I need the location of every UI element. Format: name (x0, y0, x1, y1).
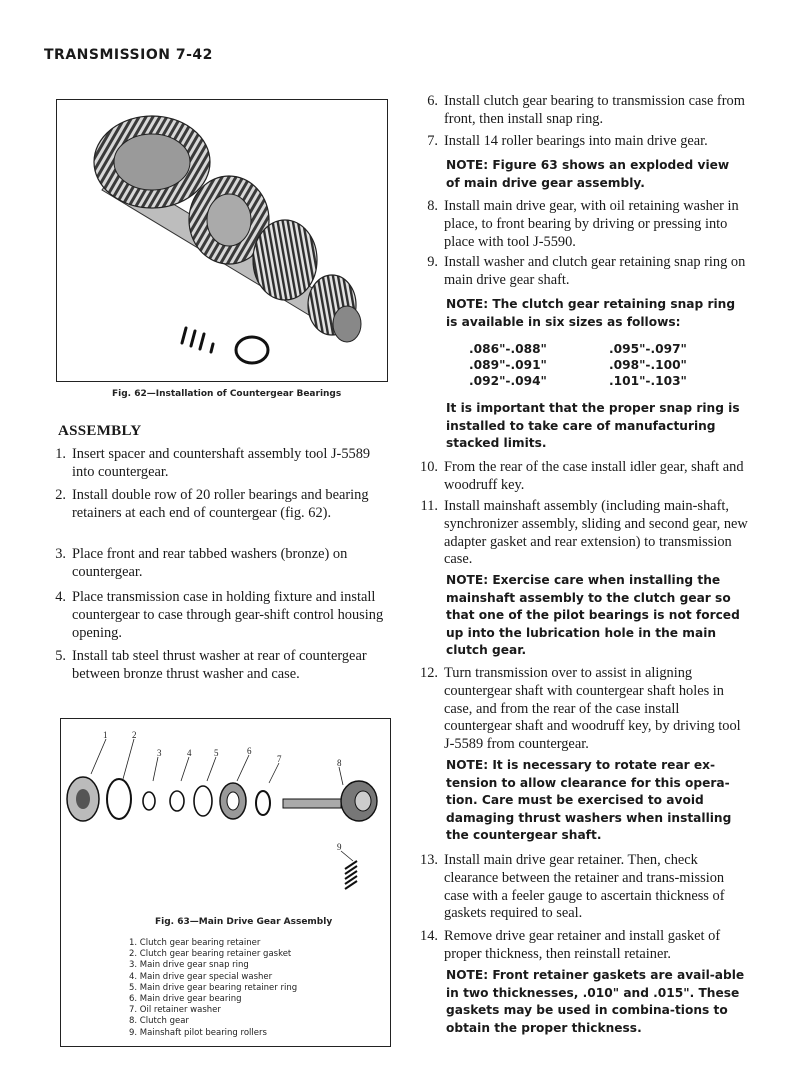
note-pilot-bearings: NOTE: Exercise care when installing the mainshaft assembly to the clutch gear so that one of the pilot bearings is not forced up into the lubrication hole in the main clutch gear. (446, 573, 740, 658)
table-row: .086"-.088" .095"-.097" (469, 342, 687, 356)
callout-2: 2 (132, 730, 137, 740)
callout-6: 6 (247, 746, 252, 756)
step-6: 6. Install clutch gear bearing to transmission case from front, then install snap ring. (427, 93, 745, 127)
legend-item: 2. Clutch gear bearing retainer gasket (129, 949, 292, 960)
callout-5: 5 (214, 748, 219, 758)
note-front-retainer-gaskets: NOTE: Front retainer gaskets are avail-able in two thicknesses, .010" and .015". These gaskets may be used in combina-tions to obtain the proper thickness. (446, 968, 745, 1035)
legend-item: 9. Mainshaft pilot bearing rollers (129, 1027, 267, 1038)
callout-9: 9 (337, 842, 342, 852)
callout-8: 8 (337, 758, 342, 768)
figure-63-legend (129, 938, 297, 1039)
step-2: 2. Install double row of 20 roller bearings and bearing retainers at each end of countergear (fig. 62). (55, 487, 369, 521)
callout-4: 4 (187, 748, 192, 758)
note-figure-63: NOTE: Figure 63 shows an exploded view of main drive gear assembly. (446, 158, 730, 190)
step-9: 9. Install washer and clutch gear retaining snap ring on main drive gear shaft. (427, 254, 746, 288)
figure-63 (60, 718, 391, 1047)
legend-item: 3. Main drive gear snap ring (129, 960, 249, 971)
note-rear-extension: NOTE: It is necessary to rotate rear ex-tension to allow clearance for this opera-tion. Care must be exercised to avoid damaging thrust washers when installing the countergear shaft. (446, 758, 732, 843)
callout-1: 1 (103, 730, 108, 740)
note-snap-ring-sizes: NOTE: The clutch gear retaining snap ring is available in six sizes as follows: (446, 297, 736, 329)
figure-62-caption: Fig. 62—Installation of Countergear Bearings (112, 389, 342, 399)
legend-item: 5. Main drive gear bearing retainer ring (129, 982, 298, 993)
step-10: 10. From the rear of the case install idler gear, shaft and woodruff key. (420, 459, 744, 493)
step-7: 7. Install 14 roller bearings into main drive gear. (427, 133, 708, 149)
step-11: 11. Install mainshaft assembly (including main-shaft, synchronizer assembly, sliding and second gear, new adapter gasket and rear extension) to transmission case. (420, 498, 748, 568)
step-8: 8. Install main drive gear, with oil retaining washer in place, to front bearing by driving or pressing into place with tool J-5590. (427, 198, 739, 250)
step-14: 14. Remove drive gear retainer and install gasket of proper thickness, then reinstall retainer. (420, 928, 721, 962)
step-13: 13. Install main drive gear retainer. Then, check clearance between the retainer and trans-mission case with a feeler gauge to ascertain thickness of gaskets required to seal. (420, 852, 725, 922)
step-4: 4. Place transmission case in holding fixture and install countergear to case through gear-shift control housing opening. (55, 589, 384, 641)
legend-item: 8. Clutch gear (129, 1016, 189, 1027)
callout-7: 7 (277, 754, 282, 764)
figure-63-caption: Fig. 63—Main Drive Gear Assembly (155, 917, 333, 927)
assembly-heading: ASSEMBLY (58, 423, 142, 439)
figure-62 (56, 99, 388, 382)
step-3: 3. Place front and rear tabbed washers (bronze) on countergear. (55, 546, 348, 580)
table-row: .089"-.091" .098"-.100" (469, 358, 687, 373)
table-row: .092"-.094" .101"-.103" (469, 374, 687, 389)
countergear-illustration (57, 100, 387, 381)
legend-item: 7. Oil retainer washer (129, 1005, 221, 1016)
legend-item: 4. Main drive gear special washer (129, 971, 273, 982)
step-12: 12. Turn transmission over to assist in aligning countergear shaft with countergear shaft holes in case, and from the rear of the case install countergear shaft and woodruff key, by driving tool J-5589 from countergear. (420, 665, 741, 753)
step-5: 5. Install tab steel thrust washer at rear of countergear between bronze thrust washer and case. (55, 648, 367, 682)
note-stacked-limits: It is important that the proper snap ring is installed to take care of manufacturing stacked limits. (446, 401, 740, 451)
page-header: TRANSMISSION 7-42 (44, 47, 213, 63)
snap-ring-size-table (469, 341, 687, 390)
legend-item: 1. Clutch gear bearing retainer (129, 938, 261, 948)
callout-3: 3 (157, 748, 162, 758)
step-1: 1. Insert spacer and countershaft assembly tool J-5589 into countergear. (55, 446, 371, 480)
main-drive-gear-exploded-view (61, 719, 390, 919)
legend-item: 6. Main drive gear bearing (129, 994, 242, 1005)
